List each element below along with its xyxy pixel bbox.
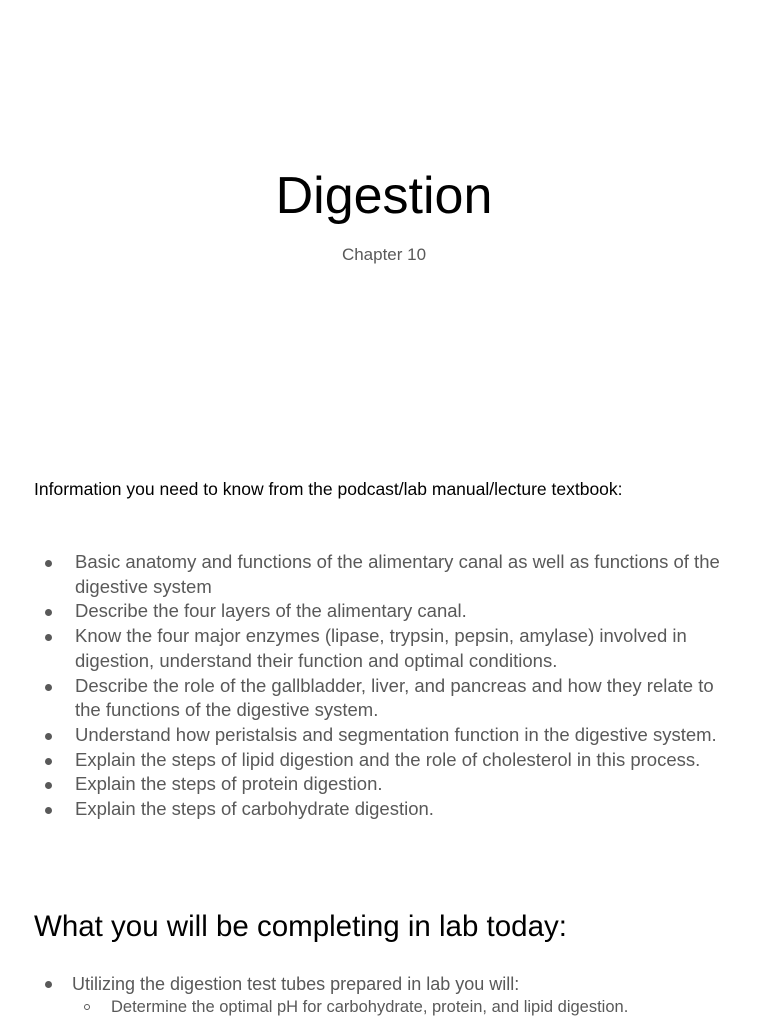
list-item [34, 772, 734, 797]
list-item [34, 972, 754, 1018]
list-item-text: Understand how peristalsis and segmentation function in the digestive system. [75, 723, 717, 745]
bullet-icon [45, 684, 52, 691]
bullet-icon [45, 782, 52, 789]
intro-text: Information you need to know from the podcast/lab manual/lecture textbook: [34, 479, 623, 499]
list-item-text: Explain the steps of lipid digestion and the role of cholesterol in this process. [75, 748, 701, 770]
bullet-icon [45, 981, 52, 988]
list-item [34, 674, 734, 723]
list-item-text: Utilizing the digestion test tubes prepared in lab you will: [72, 974, 520, 994]
bullet-icon [45, 560, 52, 567]
list-item-text: Know the four major enzymes (lipase, trypsin, pepsin, amylase) involved in digestion, understand their function and optimal conditions. [75, 625, 687, 671]
list-item [34, 599, 734, 624]
lab-list [34, 972, 754, 1018]
list-item-text: Describe the role of the gallbladder, liver, and pancreas and how they relate to the functions of the digestive system. [75, 674, 714, 721]
lab-heading: What you will be completing in lab today: [34, 910, 567, 943]
list-item [34, 624, 734, 673]
sub-list-item [72, 996, 754, 1018]
list-item-text: Explain the steps of carbohydrate digestion. [75, 798, 434, 820]
list-item-text: Explain the steps of protein digestion. [75, 773, 383, 795]
bullet-icon [45, 807, 52, 814]
bullet-icon [45, 758, 52, 765]
circle-bullet-icon [84, 1004, 90, 1010]
list-item-text: Describe the four layers of the alimentary canal. [75, 600, 467, 622]
list-item [34, 797, 734, 822]
list-item-text: Basic anatomy and functions of the alimentary canal as well as functions of the digestive system [75, 551, 720, 597]
bullet-icon [45, 609, 52, 616]
list-item [34, 723, 734, 748]
list-item [34, 748, 734, 773]
list-item [34, 550, 734, 599]
page-title: Digestion [275, 167, 493, 225]
topics-list [34, 550, 734, 822]
sub-list-item-text: Determine the optimal pH for carbohydrate, protein, and lipid digestion. [111, 998, 629, 1016]
bullet-icon [45, 634, 52, 641]
bullet-icon [45, 733, 52, 740]
sub-list [72, 996, 754, 1018]
page-subtitle: Chapter 10 [341, 245, 427, 264]
